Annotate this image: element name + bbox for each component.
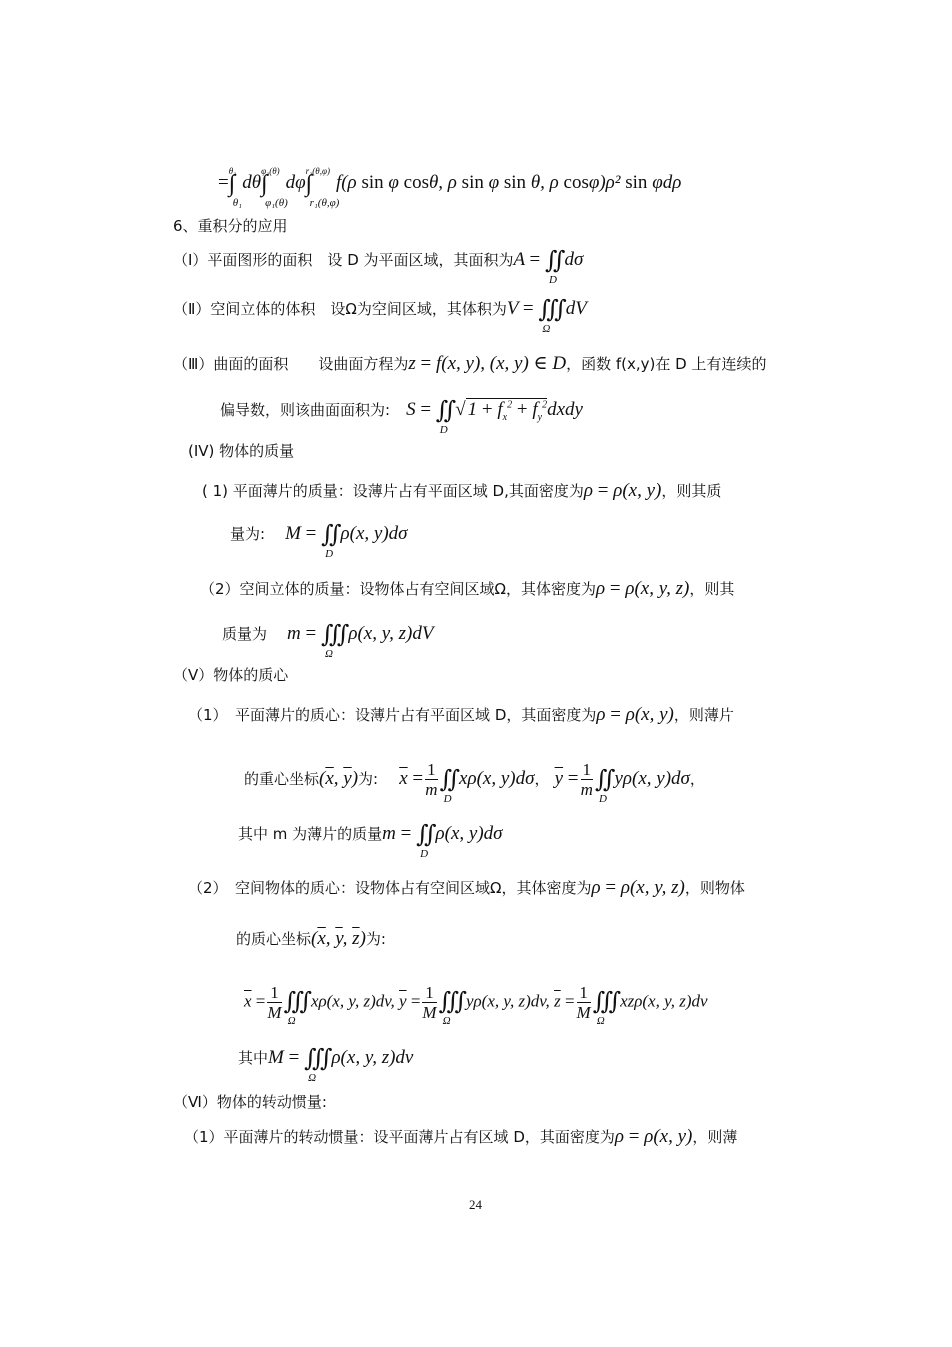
centroid-x-formula: $\overline{x}$ = $\frac{1}{m}$ ∬ D xρ(x, y)dσ [399, 760, 535, 805]
mass-item-1 [202, 481, 721, 500]
inertia-item-1-text: （1）平面薄片的转动惯量：设平面薄片占有区域 D，其面密度为 [184, 1128, 615, 1146]
solid-mass-formula: m = ∭ Ω ρ(x, y, z)dV [287, 622, 434, 660]
section-centroid-heading: （Ⅴ）物体的质心 [173, 666, 289, 684]
section-area [173, 248, 584, 286]
mass-item-2-text: （2）空间立体的质量：设物体占有空间区域Ω，其体密度为 [200, 580, 597, 598]
section-surface-line2 [220, 398, 583, 436]
area-formula: A = ∬ D dσ [513, 248, 584, 286]
section-area-text: （Ⅰ）平面图形的面积 设 D 为平面区域，其面积为 [173, 251, 514, 269]
centroid2-mass-text: 其中 [238, 1049, 269, 1067]
section-inertia-heading: （Ⅵ）物体的转动惯量: [173, 1093, 327, 1111]
surface-equation: z = f(x, y), (x, y) ∈ D [408, 353, 567, 374]
centroid-item-1 [188, 705, 734, 724]
volume-formula: V = ∭ Ω dV [506, 297, 587, 335]
centroid-item-1-mass [238, 822, 503, 860]
mass-item-1-tail: ，则其质 [661, 482, 722, 500]
mass-density-formula: ρ = ρ(x, y) [583, 480, 662, 501]
mass-item-2-tail: ，则其 [689, 580, 735, 598]
inertia-item-1-tail: ，则薄 [692, 1128, 738, 1146]
mass-item-2-label: 质量为 [222, 625, 268, 643]
centroid2-coord-wei: 为: [365, 930, 386, 948]
centroid-3d-formulas: $\overline{x}$ = $\frac{1}{M}$ ∭ Ω xρ(x, y, z)dv, $\overline{y}$ = $\frac{1}{M}$ ∭ Ω yρ(x, y, z)dv, $\overline{z}$ = $\frac{1}{M}$ ∭ Ω xzρ(x, y, z)dv [244, 983, 708, 1028]
mass-item-1-text: ( 1) 平面薄片的质量：设薄片占有平面区域 D,其面密度为 [202, 482, 584, 500]
section-volume [173, 297, 587, 335]
mass-item-2 [200, 579, 734, 598]
surface-text-3: 偏导数，则该曲面面积为: [220, 401, 391, 419]
centroid-item-1-line2: 的重心坐标($\overline{x}$, $\overline{y}$)为: $\overline{x}$ = $\frac{1}{m}$ ∬ D xρ(x, y)dσ， $\overline{y}$ = $\frac{1}{m}$ ∬ D yρ(x, y)dσ， [244, 760, 705, 805]
inertia-item-1 [184, 1127, 737, 1146]
volume-density-formula: ρ = ρ(x, y, z) [596, 578, 690, 599]
mass-item-2-line2 [222, 622, 434, 660]
centroid-volume-density: ρ = ρ(x, y, z) [591, 877, 685, 898]
centroid-coord-wei: 为: [358, 769, 379, 788]
centroid-item-1-text: （1） 平面薄片的质心：设薄片占有平面区域 D，其面密度为 [188, 706, 597, 724]
section-mass-heading: (IV) 物体的质量 [188, 442, 295, 460]
centroid2-coord-label: 的质心坐标 [236, 930, 312, 948]
surface-text-2: ，函数 f(x,y)在 D 上有连续的 [566, 355, 767, 373]
centroid-item-1-tail: ，则薄片 [673, 706, 734, 724]
page-number: 24 [469, 1197, 482, 1212]
centroid2-coord: ($\overline{x}$, $\overline{y}$, $\overline{z}$) [311, 928, 366, 949]
section-volume-text: （Ⅱ）空间立体的体积 设Ω为空间区域，其体积为 [173, 300, 507, 318]
inertia-density-formula: ρ = ρ(x, y) [614, 1126, 693, 1147]
centroid-item-2-text: （2） 空间物体的质心：设物体占有空间区域Ω，其体密度为 [188, 879, 592, 897]
plane-mass-formula: M = ∬ D ρ(x, y)dσ [285, 522, 408, 560]
centroid-item-2 [188, 878, 745, 897]
centroid-y-formula: $\overline{y}$ = $\frac{1}{m}$ ∬ D yρ(x, y)dσ [554, 760, 690, 805]
centroid-item-2-mass [238, 1046, 414, 1084]
centroid2-mass-formula: M = ∭ Ω ρ(x, y, z)dv [268, 1046, 414, 1084]
centroid-item-2-tail: ，则物体 [684, 879, 745, 897]
centroid-coord-label: 的重心坐标 [244, 769, 320, 788]
mass-item-1-line2 [230, 522, 408, 560]
centroid-item-2-line2 [236, 929, 386, 948]
centroid-density-formula: ρ = ρ(x, y) [596, 704, 674, 725]
centroid-mass-text: 其中 m 为薄片的质量 [238, 825, 383, 843]
surface-area-formula: S = ∬ D √ $1 + f_x^2$ + $f_y^2dxdy$ [406, 398, 583, 436]
mass-item-1-label: 量为: [230, 525, 266, 543]
centroid-coord: ($\overline{x}$, $\overline{y}$) [319, 767, 359, 789]
centroid-mass-formula: m = ∬ D ρ(x, y)dσ [382, 822, 503, 860]
section-heading-6: 6、重积分的应用 [173, 217, 288, 235]
surface-text-1: （Ⅲ）曲面的面积 设曲面方程为 [173, 355, 409, 373]
section-surface [173, 354, 766, 373]
formula-top: = θ₁ $^{\theta_2}$dθ φ₁(θ) $^{\varphi_2(\theta)}$dφ r₁(θ,φ) $^{r_2(\theta,\varphi)}$f(ρ sin φ cosθ, ρ sin φ sin θ, ρ cosφ)ρ² sin φdρ [218, 166, 682, 209]
